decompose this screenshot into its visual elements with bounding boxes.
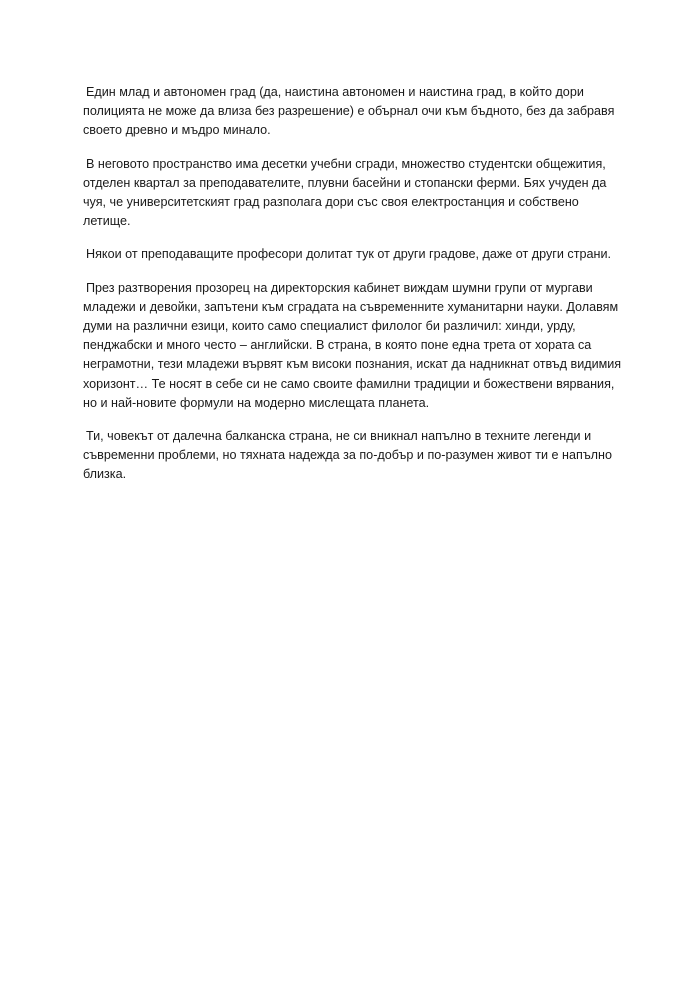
paragraph-1: Един млад и автономен град (да, наистина автономен и наистина град, в който дори полицията не може да влиза без разрешение) е обърнал очи към бъдното, без да забравя своето древно и мъдро минало. [83,85,615,138]
paragraph-2: В неговото пространство има десетки учебни сгради, множество студентски общежития, отделен квартал за преподавателите, плувни басейни и стопански ферми. Бях учуден да чуя, че университетският град разполага дори със своя електростанция и собствено летище. [83,156,607,229]
paragraph-5: Ти, човекът от далечна балканска страна, не си вникнал напълно в техните легенди и съвременни проблеми, но тяхната надежда за по-добър и по-разумен живот ти е напълно близка. [83,429,612,482]
paragraph-4: През разтворения прозорец на директорския кабинет виждам шумни групи от мургави младежи и девойки, запътени към сградата на съвременните хуманитарни науки. Долавям думи на различни езици, които само специалист филолог би различил: хинди, урду, пенджабски и много често – английски. В страна, в която поне една трета от хората са неграмотни, тези младежи вървят към високи познания, искат да надникнат отвъд видимия хоризонт… Те носят в себе си не само своите фамилни традиции и божествени вярвания, но и най-новите формули на модерно мислещата планета. [83,280,622,410]
paragraph-3: Някои от преподаващите професори долитат тук от други градове, даже от други страни. [86,247,611,262]
document-body [83,83,623,499]
